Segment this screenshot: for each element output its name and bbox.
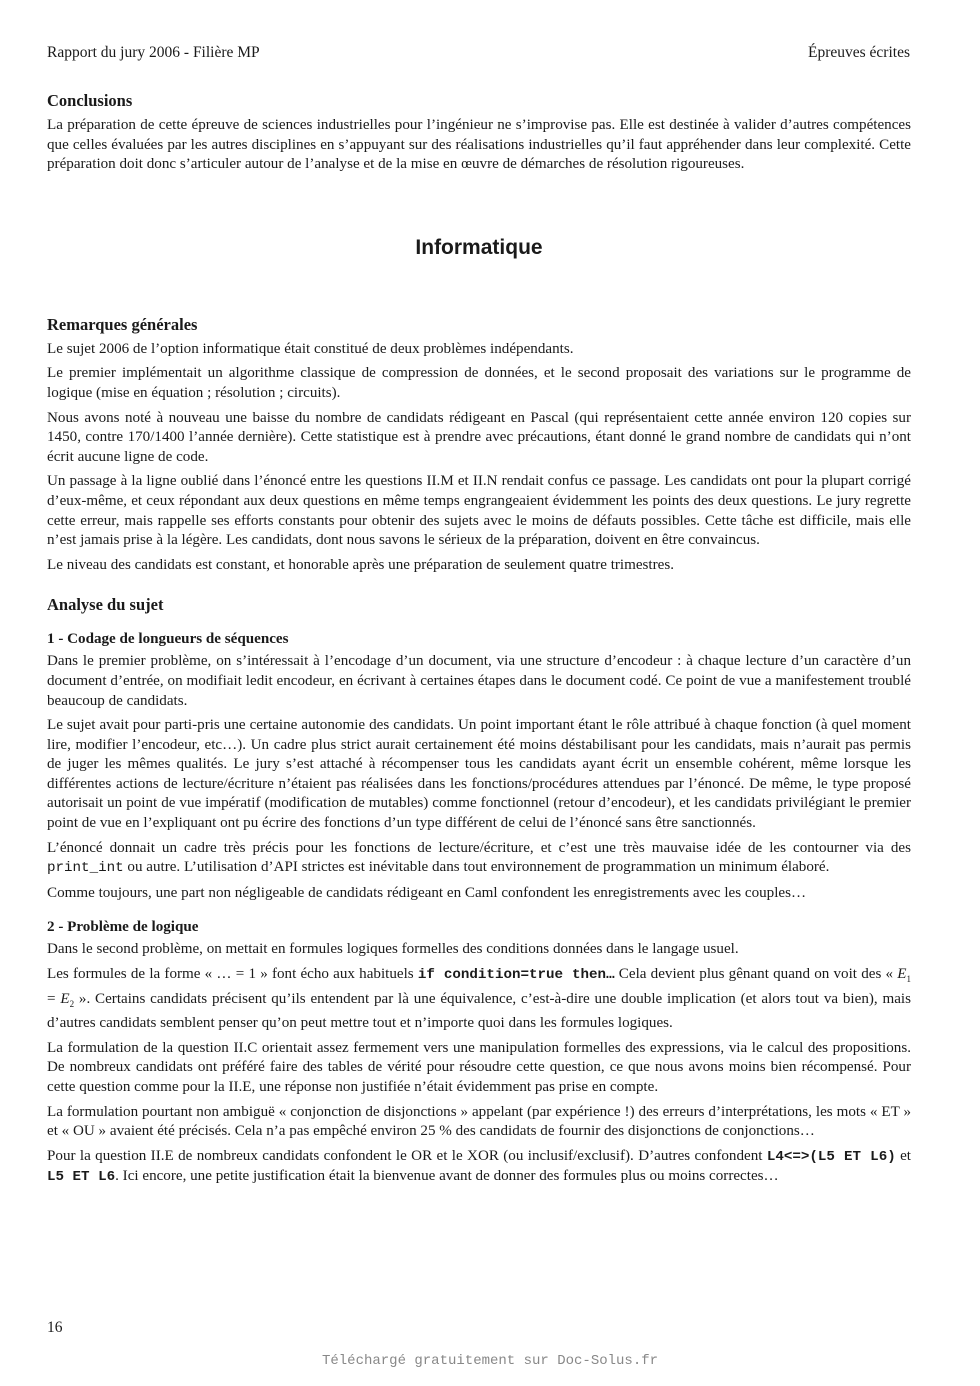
part1-paragraph-3 [47,839,911,879]
section-title: Informatique [415,235,543,259]
part2-p5-text-b: . Ici encore, une petite justification était la bienvenue avant de donner des formules plus ou moins correctes… [115,1168,779,1185]
part2-paragraph-1: Dans le second problème, on mettait en formules logiques formelles des conditions données dans le langage usuel. [47,941,739,958]
page-number: 16 [47,1319,63,1336]
remarques-paragraph-3: Nous avons noté à nouveau une baisse du nombre de candidats rédigeant en Pascal (qui représentaient cette année environ 120 copies sur 1450, contre 170/1400 l’année dernière). Cette statistique est à prendre avec précautions, étant donné le grand nombre de candidats qui n’ont écrit aucune ligne de code. [47,409,911,465]
part2-paragraph-4: La formulation pourtant non ambiguë « conjonction de disjonctions » appelant (par expérience !) des erreurs d’interprétations, les mots « ET » et « OU » avaient été précisés. Cela n’a pas empêché environ 25 % des candidats de fournir des disjonctions de conjonctions… [47,1103,911,1140]
remarques-paragraph-4: Un passage à la ligne oublié dans l’énoncé entre les questions II.M et II.N rendait confus ce passage. Les candidats ont pour la plupart corrigé d’eux-même, et ceux répondant aux deux questions en même temps engrangeaient évidemment les points des deux questions. Le jury regrette cette erreur, mais rappelle ses efforts constants pour obtenir des sujets avec le moins de défauts possibles. Cette tâche est difficile, mais elle n’est jamais prise à la légère. Les candidats, dont nous savons le sérieux de la préparation, doivent en être convaincus. [47,473,911,549]
formula-e2-index: 2 [69,998,75,1009]
part2-p2-text-c: ». Certains candidats précisent qu’ils entendent par là une équivalence, c’est-à-dire une double implication (et alors tout va bien), mais d’autres candidats semblent penser qu’on peut mettre tout et n’importe quoi dans les formules logiques. [47,990,911,1032]
conclusions-paragraph: La préparation de cette épreuve de sciences industrielles pour l’ingénieur ne s’improvise pas. Elle est destinée à valider d’autres compétences que celles évaluées par les autres disciplines en s’appuyant sur des réalisations industrielles qu’il faut appréhender dans leur complexité. Cette préparation doit donc s’articuler autour de l’analyse et de la mise en œuvre de démarches de résolution rigoureuses. [47,117,911,173]
remarques-paragraph-5: Le niveau des candidats est constant, et honorable après une préparation de seulement quatre trimestres. [47,556,674,573]
l5-et-l6-code: L5 ET L6 [47,1169,116,1186]
remarques-paragraph-2: Le premier implémentait un algorithme classique de compression de données, et le second proposait des variations sur le programme de logique (mise en équation ; résolution ; circuits). [47,365,911,401]
part2-p5-text-mid: et [895,1147,911,1164]
part2-p2-text-b: Cela devient plus gênant quand on voit des « [614,966,898,983]
part1-paragraph-2: Le sujet avait pour parti-pris une certaine autonomie des candidats. Un point important étant le rôle attribué à chaque fonction (à quel moment lire, modifier l’encodeur, etc…). Un cadre plus strict aurait certainement été moins déstabilisant pour les candidats, mais n’aurait pas permis de juger les mêmes qualités. Le jury s’est attaché à récompenser tous les candidats ayant écrit un ensemble cohérent, même lorsque les différentes actions de lecture/écriture n’étaient pas réalisées dans les fonctions/procédures attendues par l’énoncé. De même, le type proposé autorisait un point de vue impératif (modification de mutables) comme fonctionnel (retour d’encodeur), et les candidats privilégiant le premier point de vue en l’expliquant ont pu écrire des fonctions d’un type différent de celui de l’énoncé sans être sanctionnés. [47,717,911,832]
analyse-heading: Analyse du sujet [47,595,164,615]
part2-p2-text-a: Les formules de la forme « … = 1 » font écho aux habituels [47,966,418,983]
header-right: Épreuves écrites [808,44,910,61]
remarques-heading: Remarques générales [47,314,198,334]
download-footer: Téléchargé gratuitement sur Doc-Solus.fr [321,1353,659,1369]
header-left: Rapport du jury 2006 - Filière MP [47,44,260,61]
part2-paragraph-2 [47,965,911,1034]
part1-paragraph-4: Comme toujours, une part non négligeable de candidats rédigeant en Caml confondent les enregistrements avec les couples… [47,884,807,901]
part1-paragraph-1: Dans le premier problème, on s’intéressait à l’encodage d’un document, via une structure d’encodeur : à chaque lecture d’un caractère d’un document d’entrée, on modifiait ledit encodeur, en écrivant à certaines étapes dans le document codé. Ce point de vue a manifestement troublé beaucoup de candidats. [47,653,911,709]
part1-p3-text-b: ou autre. L’utilisation d’API strictes est inévitable dans tout environnement de programmation un minimum élaboré. [123,859,830,876]
formula-e2: E [60,990,70,1007]
formula-e1: E [897,966,907,983]
page-content [47,90,911,1193]
print-int-code: print_int [47,860,124,877]
l4-equivalence-code: L4<=>(L5 ET L6) [766,1148,896,1165]
part2-heading: 2 - Problème de logique [47,919,199,936]
formula-e1-index: 1 [906,974,912,985]
part2-paragraph-3: La formulation de la question II.C orientait assez fermement vers une manipulation formelles des expressions, via le calcul des propositions. De nombreux candidats ont préféré faire des tables de vérité pour résoudre cette question, ce que nous avons moins bien récompensé. Pour cette question comme pour la II.E, une réponse non justifiée n’était évidemment pas prise en compte. [47,1039,911,1096]
part1-p3-text-a: L’énoncé donnait un cadre très précis pour les fonctions de lecture/écriture, et c’est une très mauvaise idée de les contourner via des [47,839,911,856]
part2-paragraph-5 [47,1147,911,1188]
part1-heading: 1 - Codage de longueurs de séquences [47,631,289,648]
formula-equals: = [47,990,61,1007]
conclusions-heading: Conclusions [47,91,133,110]
running-header [47,44,910,62]
if-condition-code: if condition=true then… [417,967,615,984]
part2-p5-text-a: Pour la question II.E de nombreux candidats confondent le OR et le XOR (ou inclusif/exclusif). D’autres confondent [47,1147,767,1164]
remarques-paragraph-1: Le sujet 2006 de l’option informatique était constitué de deux problèmes indépendants. [47,340,574,357]
